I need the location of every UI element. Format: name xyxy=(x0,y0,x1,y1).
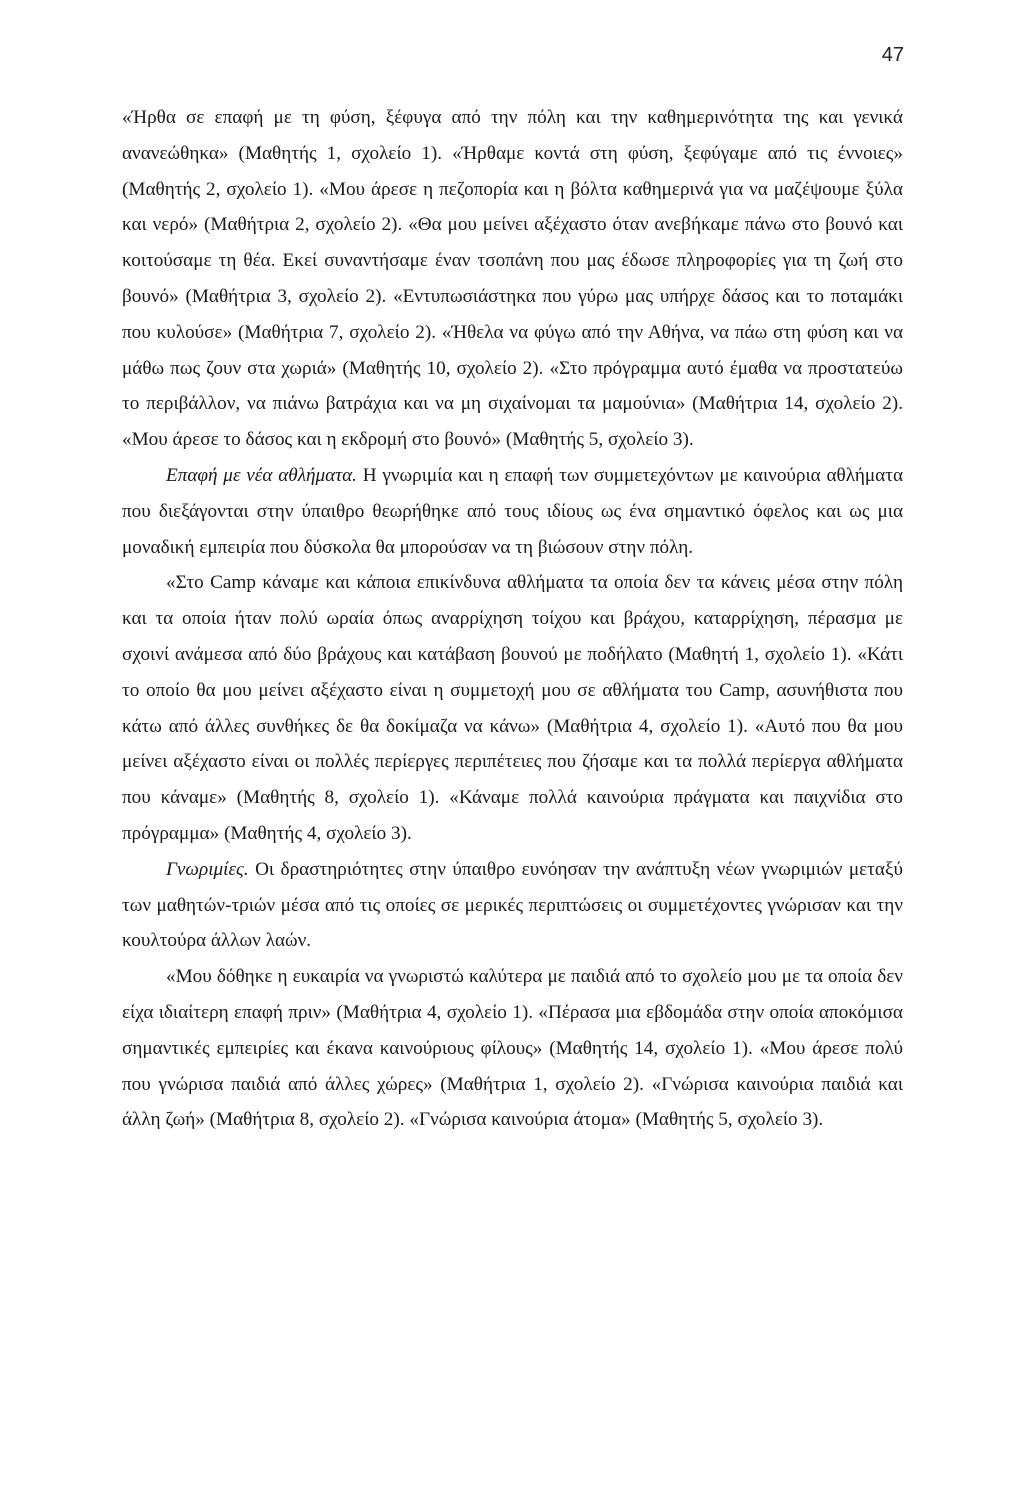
page-number: 47 xyxy=(881,44,904,66)
paragraph-text: Η γνωριμία και η επαφή των συμμετεχόντων με καινούρια αθλήματα που διεξάγονται στην ύπαιθρο θεωρήθηκε από τους ιδίους ως ένα σημαντικό όφελος και ως μια μοναδική εμπειρία που δύσκολα θα μπορούσαν να τη βιώσουν στην πόλη. xyxy=(122,464,903,558)
paragraph-nature-quotes xyxy=(122,100,903,458)
paragraph-text: «Μου δόθηκε η ευκαιρία να γνωριστώ καλύτερα με παιδιά από το σχολείο μου με τα οποία δεν είχα ιδιαίτερη επαφή πριν» (Μαθήτρια 4, σχολείο 1). «Πέρασα μια εβδομάδα στην οποία αποκόμισα σημαντικές εμπειρίες και έκανα καινούριους φίλους» (Μαθητής 14, σχολείο 1). «Μου άρεσε πολύ που γνώρισα παιδιά από άλλες χώρες» (Μαθήτρια 1, σχολείο 2). «Γνώρισα καινούρια παιδιά και άλλη ζωή» (Μαθήτρια 8, σχολείο 2). «Γνώρισα καινούρια άτομα» (Μαθητής 5, σχολείο 3). xyxy=(122,966,903,1131)
section-heading: Επαφή με νέα αθλήματα. xyxy=(166,464,357,486)
body-text xyxy=(122,100,903,1138)
paragraph-text: Οι δραστηριότητες στην ύπαιθρο ευνόησαν την ανάπτυξη νέων γνωριμιών μεταξύ των μαθητών-τριών μέσα από τις οποίες σε μερικές περιπτώσεις οι συμμετέχοντες γνώρισαν και την κουλτούρα άλλων λαών. xyxy=(122,858,903,952)
paragraph-acquaintances xyxy=(122,852,903,959)
paragraph-camp-quotes xyxy=(122,565,903,851)
section-heading: Γνωριμίες. xyxy=(166,858,249,880)
paragraph-text: «Ήρθα σε επαφή με τη φύση, ξέφυγα από την πόλη και την καθημερινότητα της και γενικά ανανεώθηκα» (Μαθητής 1, σχολείο 1). «Ήρθαμε κοντά στη φύση, ξεφύγαμε από τις έννοιες» (Μαθητής 2, σχολείο 1). «Μου άρεσε η πεζοπορία και η βόλτα καθημερινά για να μαζέψουμε ξύλα και νερό» (Μαθήτρια 2, σχολείο 2). «Θα μου μείνει αξέχαστο όταν ανεβήκαμε πάνω στο βουνό και κοιτούσαμε τη θέα. Εκεί συναντήσαμε έναν τσοπάνη που μας έδωσε πληροφορίες για τη ζωή στο βουνό» (Μαθήτρια 3, σχολείο 2). «Εντυπωσιάστηκα που γύρω μας υπήρχε δάσος και το ποταμάκι που κυλούσε» (Μαθήτρια 7, σχολείο 2). «Ήθελα να φύγω από την Αθήνα, να πάω στη φύση και να μάθω πως ζουν στα χωριά» (Μαθητής 10, σχολείο 2). «Στο πρόγραμμα αυτό έμαθα να προστατεύω το περιβάλλον, να πιάνω βατράχια και να μη σιχαίνομαι τα μαμούνια» (Μαθήτρια 14, σχολείο 2). «Μου άρεσε το δάσος και η εκδρομή στο βουνό» (Μαθητής 5, σχολείο 3). xyxy=(122,107,903,451)
paragraph-friends-quotes xyxy=(122,959,903,1138)
paragraph-new-sports xyxy=(122,458,903,565)
paragraph-text: «Στο Camp κάναμε και κάποια επικίνδυνα αθλήματα τα οποία δεν τα κάνεις μέσα στην πόλη και τα οποία ήταν πολύ ωραία όπως αναρρίχηση τοίχου και βράχου, καταρρίχηση, πέρασμα με σχοινί ανάμεσα από δύο βράχους και κατάβαση βουνού με ποδήλατο (Μαθητή 1, σχολείο 1). «Κάτι το οποίο θα μου μείνει αξέχαστο είναι η συμμετοχή μου σε αθλήματα του Camp, ασυνήθιστα που κάτω από άλλες συνθήκες δε θα δοκίμαζα να κάνω» (Μαθήτρια 4, σχολείο 1). «Αυτό που θα μου μείνει αξέχαστο είναι οι πολλές περίεργες περιπέτειες που ζήσαμε και τα πολλά περίεργα αθλήματα που κάναμε» (Μαθητής 8, σχολείο 1). «Κάναμε πολλά καινούρια πράγματα και παιχνίδια στο πρόγραμμα» (Μαθητής 4, σχολείο 3). xyxy=(122,572,903,844)
